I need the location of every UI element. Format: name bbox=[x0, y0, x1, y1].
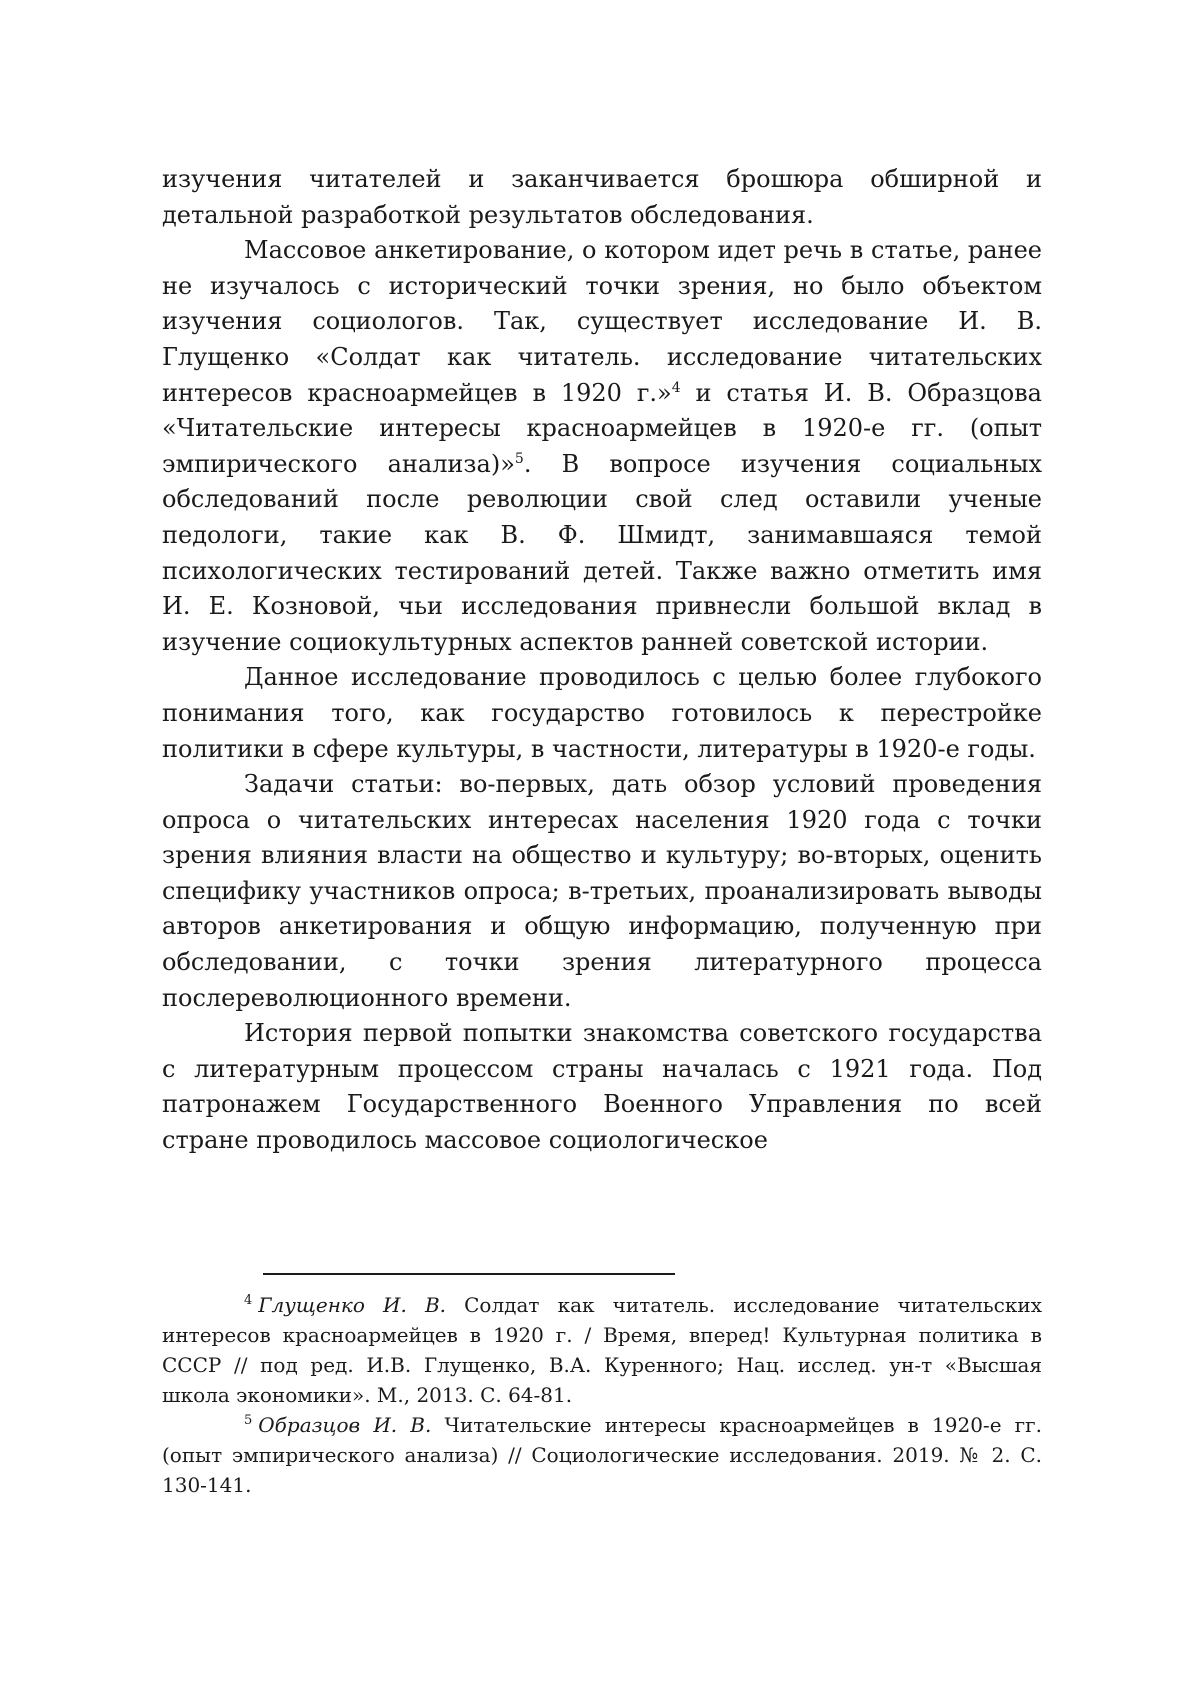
paragraph-continuation bbox=[162, 162, 1042, 233]
paragraph-text: Массовое анкетирование, о котором идет речь в статье, ранее не изучалось с исторический точки зрения, но было объектом изучения социологов. Так, существует исследование И. В. Глущенко «Солдат как читатель. исследование читательских интересов красноармейцев в 1920 г.» bbox=[162, 236, 1042, 407]
footnote-4 bbox=[162, 1290, 1042, 1410]
paragraph-literature-review bbox=[162, 233, 1042, 660]
paragraph-tasks bbox=[162, 767, 1042, 1016]
footnote-number: 5 bbox=[244, 1413, 253, 1429]
footnote-text: Солдат как читатель. исследование читательских интересов красноармейцев в 1920 г. / Время, вперед! Культурная политика в СССР // под ред. И.В. Глущенко, В.А. Куренного; Нац. исслед. ун-т «Высшая школа экономики». М., 2013. С. 64-81. bbox=[162, 1293, 1042, 1407]
paragraph-text: История первой попытки знакомства советского государства с литературным процессом страны началась с 1921 года. Под патронажем Государственного Военного Управления по всей стране проводилось массовое социологическое bbox=[162, 1019, 1042, 1155]
footnote-author: Образцов И. В. bbox=[258, 1413, 432, 1437]
paragraph-text: Данное исследование проводилось с целью более глубокого понимания того, как государство готовилось к перестройке политики в сфере культуры, в частности, литературы в 1920-е годы. bbox=[162, 663, 1042, 763]
body-text bbox=[162, 162, 1042, 1159]
footnote-5 bbox=[162, 1410, 1042, 1500]
paragraph-text: и статья И. В. Образцова «Читательские интересы красноармейцев в 1920-е гг. (опыт эмпирического анализа)» bbox=[162, 378, 1042, 478]
footnote-number: 4 bbox=[244, 1293, 253, 1309]
footnote-separator bbox=[263, 1273, 675, 1275]
footnote-text: Читательские интересы красноармейцев в 1920-е гг. (опыт эмпирического анализа) // Социологические исследования. 2019. № 2. С. 130-141. bbox=[162, 1413, 1042, 1497]
paragraph-text: Задачи статьи: во-первых, дать обзор условий проведения опроса о читательских интересах населения 1920 года с точки зрения влияния власти на общество и культуру; во-вторых, оценить специфику участников опроса; в-третьих, проанализировать выводы авторов анкетирования и общую информацию, полученную при обследовании, с точки зрения литературного процесса послереволюционного времени. bbox=[162, 770, 1042, 1012]
paragraph-history bbox=[162, 1016, 1042, 1158]
footnote-ref-4[interactable]: 4 bbox=[671, 379, 681, 396]
footnotes bbox=[162, 1290, 1042, 1500]
footnote-author: Глущенко И. В. bbox=[258, 1293, 446, 1317]
footnote-ref-5[interactable]: 5 bbox=[514, 450, 524, 467]
paragraph-text: изучения читателей и заканчивается брошюра обширной и детальной разработкой результатов обследования. bbox=[162, 165, 1042, 229]
paragraph-text: . В вопросе изучения социальных обследований после революции свой след оставили ученые педологи, такие как В. Ф. Шмидт, занимавшаяся темой психологических тестирований детей. Также важно отметить имя И. Е. Козновой, чьи исследования привнесли большой вклад в изучение социокультурных аспектов ранней советской истории. bbox=[162, 449, 1043, 656]
paragraph-purpose bbox=[162, 660, 1042, 767]
